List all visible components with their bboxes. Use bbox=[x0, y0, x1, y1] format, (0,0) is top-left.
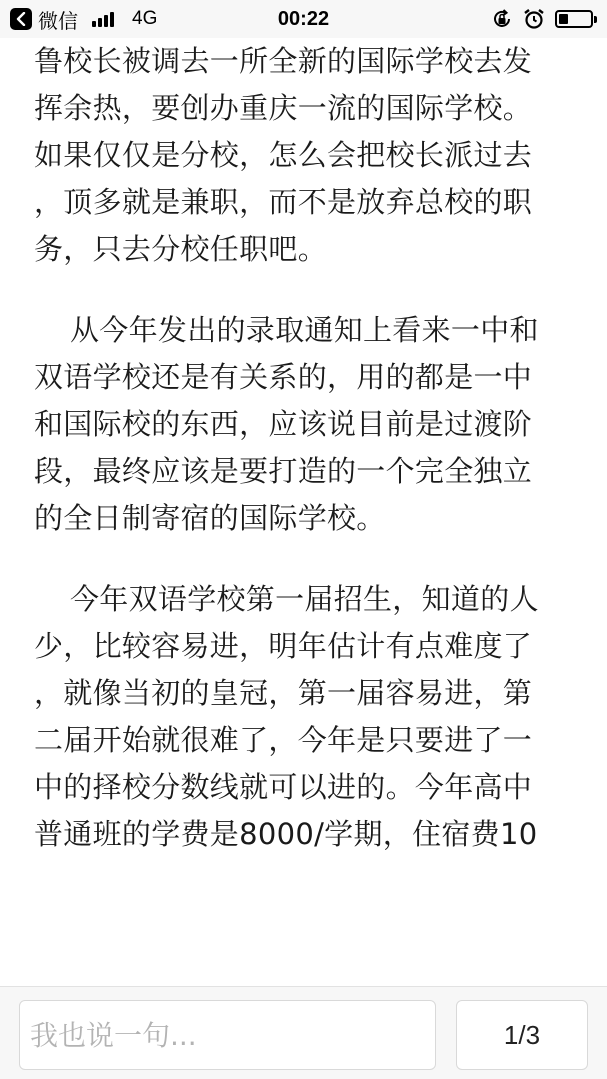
alarm-icon bbox=[523, 8, 545, 30]
back-arrow-icon bbox=[10, 8, 32, 30]
back-to-wechat-button[interactable] bbox=[10, 6, 78, 32]
article-line: 如果仅仅是分校，怎么会把校长派过去 bbox=[34, 138, 533, 172]
signal-icon bbox=[92, 11, 116, 27]
article-line: 今年双语学校第一届招生，知道的人 bbox=[70, 582, 539, 616]
article-line: 双语学校还是有关系的，用的都是一中 bbox=[34, 360, 533, 394]
article-line: 中的择校分数线就可以进的。今年高中 bbox=[34, 770, 533, 804]
rotation-lock-icon bbox=[491, 8, 513, 30]
status-right-group bbox=[481, 0, 593, 38]
article-line: 少，比较容易进，明年估计有点难度了 bbox=[34, 629, 533, 663]
article-line: 从今年发出的录取通知上看来一中和 bbox=[70, 313, 539, 347]
article-line: 挥余热，要创办重庆一流的国际学校。 bbox=[34, 91, 533, 125]
article-line: 段，最终应该是要打造的一个完全独立 bbox=[34, 454, 533, 488]
article-paragraph bbox=[34, 38, 573, 273]
article-line: 和国际校的东西，应该说目前是过渡阶 bbox=[34, 407, 533, 441]
comment-input[interactable] bbox=[19, 1000, 436, 1070]
article-line: 普通班的学费是8000/学期，住宿费10 bbox=[34, 817, 538, 851]
back-label: 微信 bbox=[38, 10, 78, 33]
status-time: 00:22 bbox=[277, 7, 330, 30]
article-paragraph bbox=[34, 307, 573, 542]
article-line: 鲁校长被调去一所全新的国际学校去发 bbox=[34, 44, 533, 78]
page-indicator-button[interactable]: 1/3 bbox=[456, 1000, 588, 1070]
network-type: 4G bbox=[132, 8, 158, 29]
comment-bar bbox=[0, 986, 607, 1079]
article-line: 务，只去分校任职吧。 bbox=[34, 232, 328, 266]
article-line: ，就像当初的皇冠，第一届容易进，第 bbox=[34, 676, 533, 710]
article-content bbox=[0, 38, 607, 986]
battery-icon bbox=[555, 10, 593, 28]
article-line: 二届开始就很难了，今年是只要进了一 bbox=[34, 723, 533, 757]
article-line: ，顶多就是兼职，而不是放弃总校的职 bbox=[34, 185, 533, 219]
article-line: 的全日制寄宿的国际学校。 bbox=[34, 501, 386, 535]
status-bar bbox=[0, 0, 607, 38]
article-paragraph bbox=[34, 576, 573, 858]
